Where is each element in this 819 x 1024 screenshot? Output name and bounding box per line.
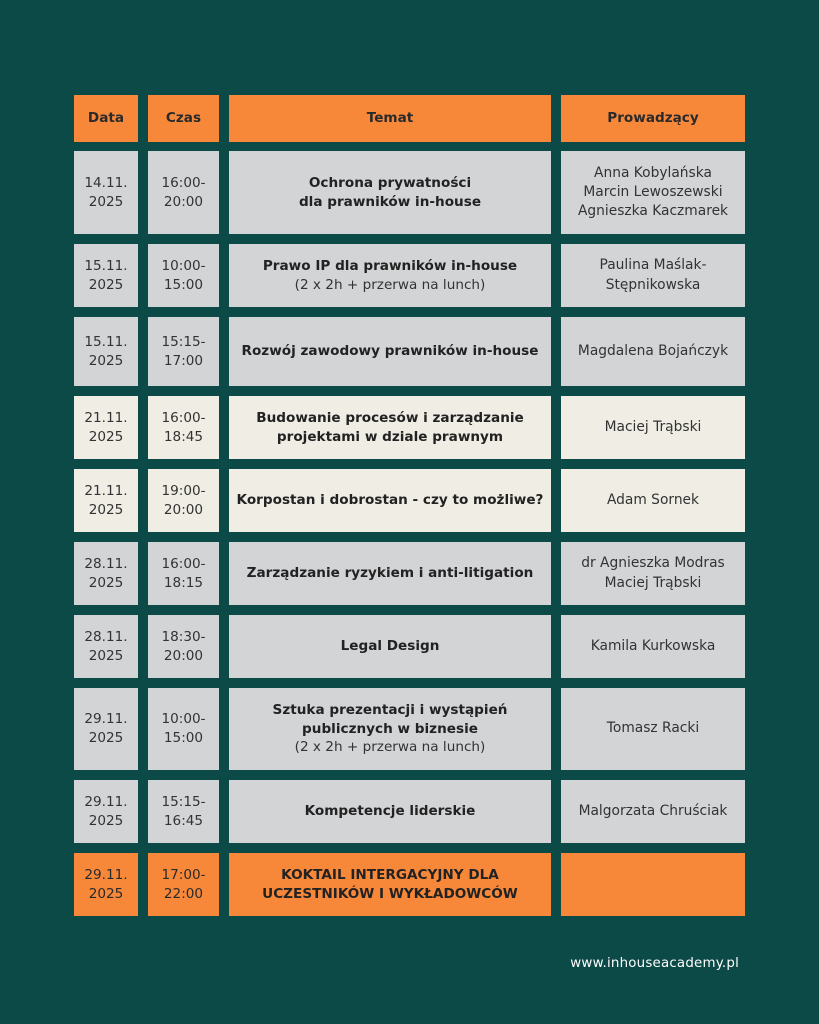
leader-cell	[561, 396, 745, 459]
text-line: Ochrona prywatności	[308, 174, 472, 191]
text-line: Sztuka prezentacji i wystąpień	[272, 701, 508, 718]
leader-cell	[561, 469, 745, 532]
time-cell	[148, 151, 219, 234]
text-line: 15.11.	[84, 257, 128, 274]
text-line: 15:15-	[161, 333, 206, 350]
text-line: 20:00	[163, 193, 204, 210]
text-line: 14.11.	[84, 174, 128, 191]
text-line: 29.11.	[84, 793, 128, 810]
text-line: dla prawników in-house	[298, 193, 482, 210]
time-cell	[148, 780, 219, 843]
date-cell	[74, 542, 138, 605]
text-line: Legal Design	[340, 638, 440, 655]
time-cell	[148, 615, 219, 678]
text-line: 15:15-	[161, 793, 206, 810]
text-line: 2025	[88, 885, 124, 902]
text-line: Malgorzata Chruściak	[578, 802, 728, 819]
header-date: Data	[74, 95, 138, 142]
topic-cell	[229, 151, 551, 234]
topic-cell	[229, 542, 551, 605]
topic-cell	[229, 615, 551, 678]
text-line: 2025	[88, 193, 124, 210]
topic-cell	[229, 853, 551, 916]
date-cell	[74, 244, 138, 307]
text-line: 15:00	[163, 730, 204, 746]
text-line: 16:00-	[161, 555, 206, 572]
date-cell	[74, 615, 138, 678]
date-cell	[74, 780, 138, 843]
text-line: Tomasz Racki	[606, 720, 700, 737]
leader-cell	[561, 317, 745, 386]
header-leader: Prowadzący	[561, 95, 745, 142]
text-line: 19:00-	[161, 482, 206, 499]
date-cell	[74, 151, 138, 234]
text-line: 2025	[88, 730, 124, 746]
text-line: 2025	[88, 812, 124, 829]
text-line: 16:00-	[161, 174, 206, 191]
text-line: 18:30-	[161, 628, 206, 645]
topic-note: (2 x 2h + przerwa na lunch)	[294, 739, 486, 756]
topic-cell	[229, 317, 551, 386]
text-line: 28.11.	[84, 555, 128, 572]
text-line: 22:00	[163, 885, 204, 902]
time-cell	[148, 317, 219, 386]
text-line: 21.11.	[84, 409, 128, 426]
text-line: 2025	[88, 501, 124, 518]
date-cell	[74, 853, 138, 916]
text-line: 2025	[88, 574, 124, 591]
time-cell	[148, 396, 219, 459]
header-topic: Temat	[229, 95, 551, 142]
text-line: 15.11.	[84, 333, 128, 350]
header-time: Czas	[148, 95, 219, 142]
leader-cell	[561, 151, 745, 234]
topic-cell	[229, 688, 551, 770]
text-line: 2025	[88, 276, 124, 293]
time-cell	[148, 688, 219, 770]
topic-cell	[229, 244, 551, 307]
text-line: Adam Sornek	[606, 491, 700, 508]
time-cell	[148, 244, 219, 307]
text-line: Anna Kobylańska	[594, 164, 712, 181]
text-line: 2025	[88, 647, 124, 664]
text-line: Kompetencje liderskie	[304, 803, 476, 820]
text-line: Korpostan i dobrostan - czy to możliwe?	[236, 492, 544, 509]
leader-cell	[561, 615, 745, 678]
text-line: 2025	[88, 352, 124, 369]
time-cell	[148, 542, 219, 605]
schedule-table	[74, 95, 745, 916]
footer-url: www.inhouseacademy.pl	[570, 956, 739, 971]
text-line: 2025	[88, 428, 124, 445]
text-line: 20:00	[163, 501, 204, 518]
text-line: 29.11.	[84, 866, 128, 883]
leader-cell	[561, 244, 745, 307]
leader-cell	[561, 780, 745, 843]
text-line: Kamila Kurkowska	[590, 637, 716, 654]
text-line: 21.11.	[84, 482, 128, 499]
text-line: dr Agnieszka Modras	[581, 555, 725, 572]
text-line: 18:15	[163, 574, 204, 591]
date-cell	[74, 396, 138, 459]
text-line: 17:00-	[161, 866, 206, 883]
topic-note: (2 x 2h + przerwa na lunch)	[294, 276, 486, 293]
text-line: Maciej Trąbski	[604, 574, 702, 591]
date-cell	[74, 688, 138, 770]
text-line: Zarządzanie ryzykiem i anti-litigation	[246, 565, 534, 582]
text-line: 15:00	[163, 276, 204, 293]
text-line: Marcin Lewoszewski	[583, 183, 723, 200]
text-line: 16:45	[163, 812, 204, 829]
text-line: Prawo IP dla prawników in-house	[262, 257, 518, 274]
text-line: Magdalena Bojańczyk	[577, 342, 729, 359]
text-line: 10:00-	[161, 711, 206, 728]
date-cell	[74, 469, 138, 532]
time-cell	[148, 469, 219, 532]
text-line: projektami w dziale prawnym	[276, 428, 504, 445]
text-line: Agnieszka Kaczmarek	[577, 203, 729, 220]
leader-cell	[561, 853, 745, 916]
leader-cell	[561, 542, 745, 605]
text-line: Stępnikowska	[605, 276, 701, 293]
text-line: Budowanie procesów i zarządzanie	[256, 409, 524, 426]
text-line: Maciej Trąbski	[604, 418, 702, 435]
leader-cell	[561, 688, 745, 770]
text-line: KOKTAIL INTERGACYJNY DLA	[281, 866, 499, 883]
time-cell	[148, 853, 219, 916]
text-line: 28.11.	[84, 628, 128, 645]
text-line: Paulina Maślak-	[599, 257, 707, 274]
text-line: 20:00	[163, 647, 204, 664]
date-cell	[74, 317, 138, 386]
text-line: 10:00-	[161, 257, 206, 274]
topic-cell	[229, 469, 551, 532]
text-line: Rozwój zawodowy prawników in-house	[241, 343, 539, 360]
topic-cell	[229, 396, 551, 459]
topic-cell	[229, 780, 551, 843]
text-line: 16:00-	[161, 409, 206, 426]
text-line: 29.11.	[84, 711, 128, 728]
text-line: 17:00	[163, 352, 204, 369]
text-line: publicznych w biznesie	[302, 720, 478, 737]
text-line: 18:45	[163, 428, 204, 445]
text-line: UCZESTNIKÓW I WYKŁADOWCÓW	[262, 885, 518, 902]
